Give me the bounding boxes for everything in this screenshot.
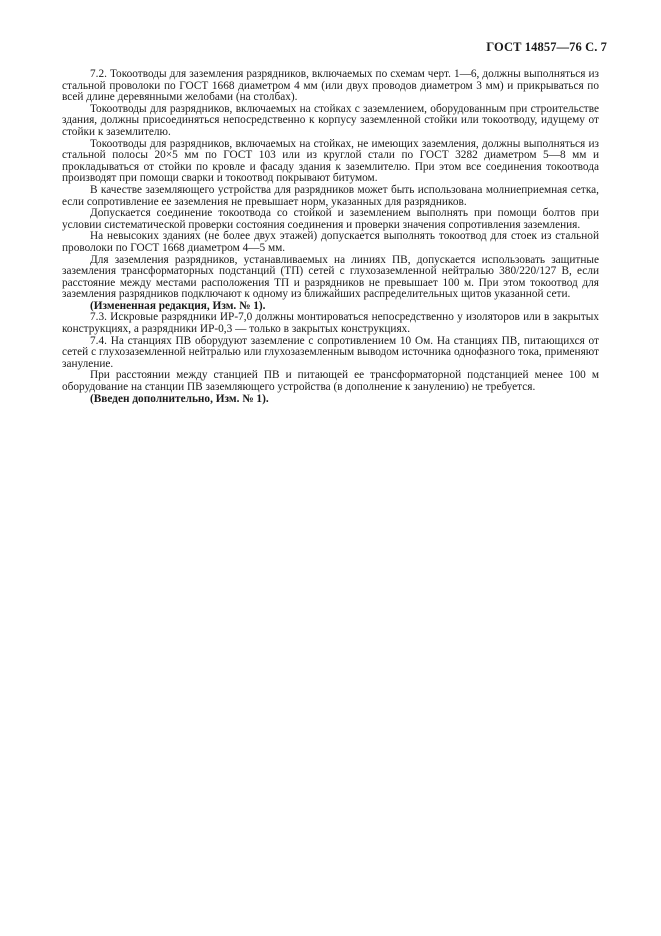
document-body [62, 69, 599, 405]
page-header: ГОСТ 14857—76 С. 7 [486, 40, 607, 54]
paragraph-7-3: 7.3. Искровые разрядники ИР-7,0 должны монтироваться непосредственно у изоляторов или в закрытых конструкциях, а разрядники ИР-0,3 — только в закрытых конструкциях. [62, 311, 599, 336]
paragraph-grounded-stands: Токоотводы для разрядников, включаемых на стойках с заземлением, оборудованным при строительстве здания, должны присоединяться непосредственно к корпусу заземленной стойки или токоотводу, идущему от стойки к заземлителю. [62, 102, 599, 138]
paragraph-7-2: 7.2. Токоотводы для заземления разрядников, включаемых по схемам черт. 1—6, должны выполняться из стальной проволоки по ГОСТ 1668 диаметром 4 мм (или двух проводов диаметром 3 мм) и прикрываться по всей длине деревянными желобами (на столбах). [62, 68, 599, 104]
paragraph-pv-lines: Для заземления разрядников, устанавливаемых на линиях ПВ, допускается использовать защитные заземления трансформаторных подстанций (ТП) сетей с глухозаземленной нейтралью 380/220/127 В, если расстояние между местами расположения ТП и разрядников не превышает 100 м. При этом токоотвод для заземления разрядников подключают к одному из ближайших распределительных щитов указанной сети. [62, 253, 599, 301]
paragraph-bolted-connection: Допускается соединение токоотвода со стойкой и заземлением выполнять при помощи болтов при условии систематической проверки состояния соединения и проверки значения сопротивления заземления. [62, 207, 599, 231]
paragraph-7-4: 7.4. На станциях ПВ оборудуют заземление с сопротивлением 10 Ом. На станциях ПВ, питающихся от сетей с глухозаземленной нейтралью или глухозаземленным выводом источника однофазного тока, применяют зануление. [62, 334, 599, 370]
amendment-note-changed: (Измененная редакция, Изм. № 1). [90, 299, 266, 312]
paragraph-pv-station-distance: При расстоянии между станцией ПВ и питающей ее трансформаторной подстанцией менее 100 м оборудование на станции ПВ заземляющего устройства (в дополнение к занулению) не требуется. [62, 369, 599, 394]
amendment-note-added: (Введен дополнительно, Изм. № 1). [90, 392, 269, 405]
paragraph-low-buildings: На невысоких зданиях (не более двух этажей) допускается выполнять токоотвод для стоек из стальной проволоки по ГОСТ 1668 диаметром 4—5 мм. [62, 230, 599, 254]
paragraph-lightning-mesh: В качестве заземляющего устройства для разрядников может быть использована молниеприемная сетка, если сопротивление ее заземления не превышает норм, указанных для разрядников. [62, 183, 599, 208]
paragraph-ungrounded-stands: Токоотводы для разрядников, включаемых на стойках, не имеющих заземления, должны выполняться из стальной полосы 20×5 мм по ГОСТ 103 или из круглой стали по ГОСТ 3282 диаметром 5—8 мм и прокладываться от стойки по кровле и фасаду здания к заземлителю. При этом все соединения токоотвода производят при помощи сварки и токоотвод покрывают битумом. [62, 137, 599, 185]
